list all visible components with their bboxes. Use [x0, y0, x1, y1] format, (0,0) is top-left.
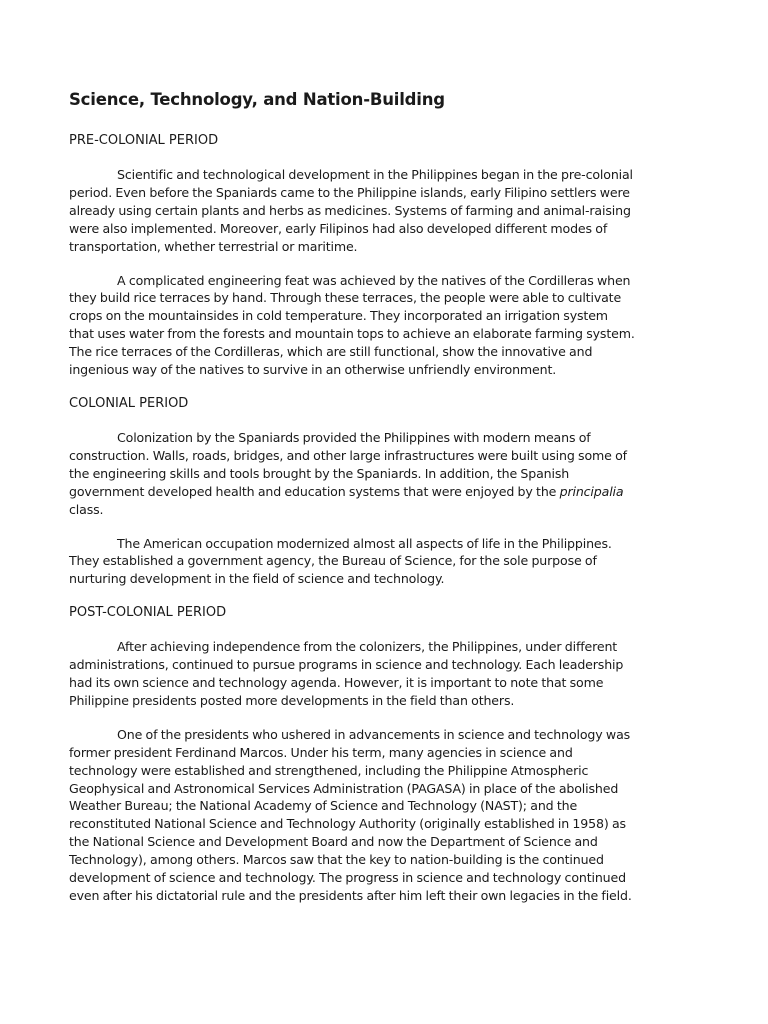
- paragraph: [69, 272, 709, 379]
- section-post-colonial: [69, 604, 709, 905]
- text-line: administrations, continued to pursue programs in science and technology. Each leadership: [69, 657, 624, 673]
- text-line: ingenious way of the natives to survive in an otherwise unfriendly environment.: [69, 362, 557, 378]
- italic-term: principalia: [559, 483, 624, 499]
- document-title: Science, Technology, and Nation-Building: [69, 90, 445, 109]
- text-line: The American occupation modernized almost all aspects of life in the Philippines.: [117, 535, 612, 551]
- text-line: reconstituted National Science and Technology Authority (originally established in 1958) as: [69, 816, 626, 832]
- section-heading: POST-COLONIAL PERIOD: [69, 605, 227, 621]
- paragraph: [69, 535, 709, 589]
- text-line: transportation, whether terrestrial or maritime.: [69, 238, 358, 254]
- text-line: They established a government agency, the Bureau of Science, for the sole purpose of: [69, 553, 597, 569]
- text-line: had its own science and technology agenda. However, it is important to note that some: [69, 675, 604, 691]
- text-line: Philippine presidents posted more developments in the field than others.: [69, 692, 515, 708]
- text-line: construction. Walls, roads, bridges, and other large infrastructures were built using some of: [69, 447, 627, 463]
- text-line: that uses water from the forests and mountain tops to achieve an elaborate farming system.: [69, 326, 635, 342]
- text-line: already using certain plants and herbs as medicines. Systems of farming and animal-raising: [69, 202, 631, 218]
- document-page: [69, 88, 709, 921]
- text-line: Technology), among others. Marcos saw that the key to nation-building is the continued: [69, 852, 604, 868]
- text-line: [69, 483, 709, 501]
- text-line: technology were established and strengthened, including the Philippine Atmospheric: [69, 762, 589, 778]
- section-pre-colonial: [69, 132, 709, 379]
- text-line: the engineering skills and tools brought by the Spaniards. In addition, the Spanish: [69, 465, 570, 481]
- text-line: they build rice terraces by hand. Through these terraces, the people were able to cultivate: [69, 290, 622, 306]
- text-line: nurturing development in the field of science and technology.: [69, 571, 445, 587]
- text-line: Colonization by the Spaniards provided the Philippines with modern means of: [117, 429, 591, 445]
- section-colonial: [69, 395, 709, 588]
- text-line: crops on the mountainsides in cold temperature. They incorporated an irrigation system: [69, 308, 608, 324]
- paragraph: [69, 166, 709, 256]
- text-line: period. Even before the Spaniards came to the Philippine islands, early Filipino settlers were: [69, 184, 630, 200]
- text-line: former president Ferdinand Marcos. Under his term, many agencies in science and: [69, 744, 573, 760]
- text-line: were also implemented. Moreover, early Filipinos had also developed different modes of: [69, 220, 608, 236]
- text-line: Scientific and technological development in the Philippines began in the pre-colonial: [117, 167, 633, 182]
- text-line: A complicated engineering feat was achieved by the natives of the Cordilleras when: [117, 272, 631, 288]
- paragraph: [69, 429, 709, 519]
- text-line: One of the presidents who ushered in advancements in science and technology was: [117, 726, 631, 742]
- text-line: Geophysical and Astronomical Services Administration (PAGASA) in place of the abolished: [69, 780, 619, 796]
- text-line: even after his dictatorial rule and the presidents after him left their own legacies in the field.: [69, 888, 632, 903]
- text-line: class.: [69, 501, 104, 517]
- paragraph: [69, 638, 709, 710]
- section-heading: COLONIAL PERIOD: [69, 395, 189, 411]
- section-heading: PRE-COLONIAL PERIOD: [69, 133, 219, 148]
- text-line: development of science and technology. The progress in science and technology continued: [69, 870, 626, 886]
- text-segment: government developed health and education systems that were enjoyed by the: [69, 483, 560, 499]
- text-line: After achieving independence from the colonizers, the Philippines, under different: [117, 639, 618, 655]
- text-line: the National Science and Development Board and now the Department of Science and: [69, 834, 598, 850]
- text-line: The rice terraces of the Cordilleras, which are still functional, show the innovative and: [69, 344, 593, 360]
- paragraph: [69, 726, 709, 905]
- text-line: Weather Bureau; the National Academy of Science and Technology (NAST); and the: [69, 798, 578, 814]
